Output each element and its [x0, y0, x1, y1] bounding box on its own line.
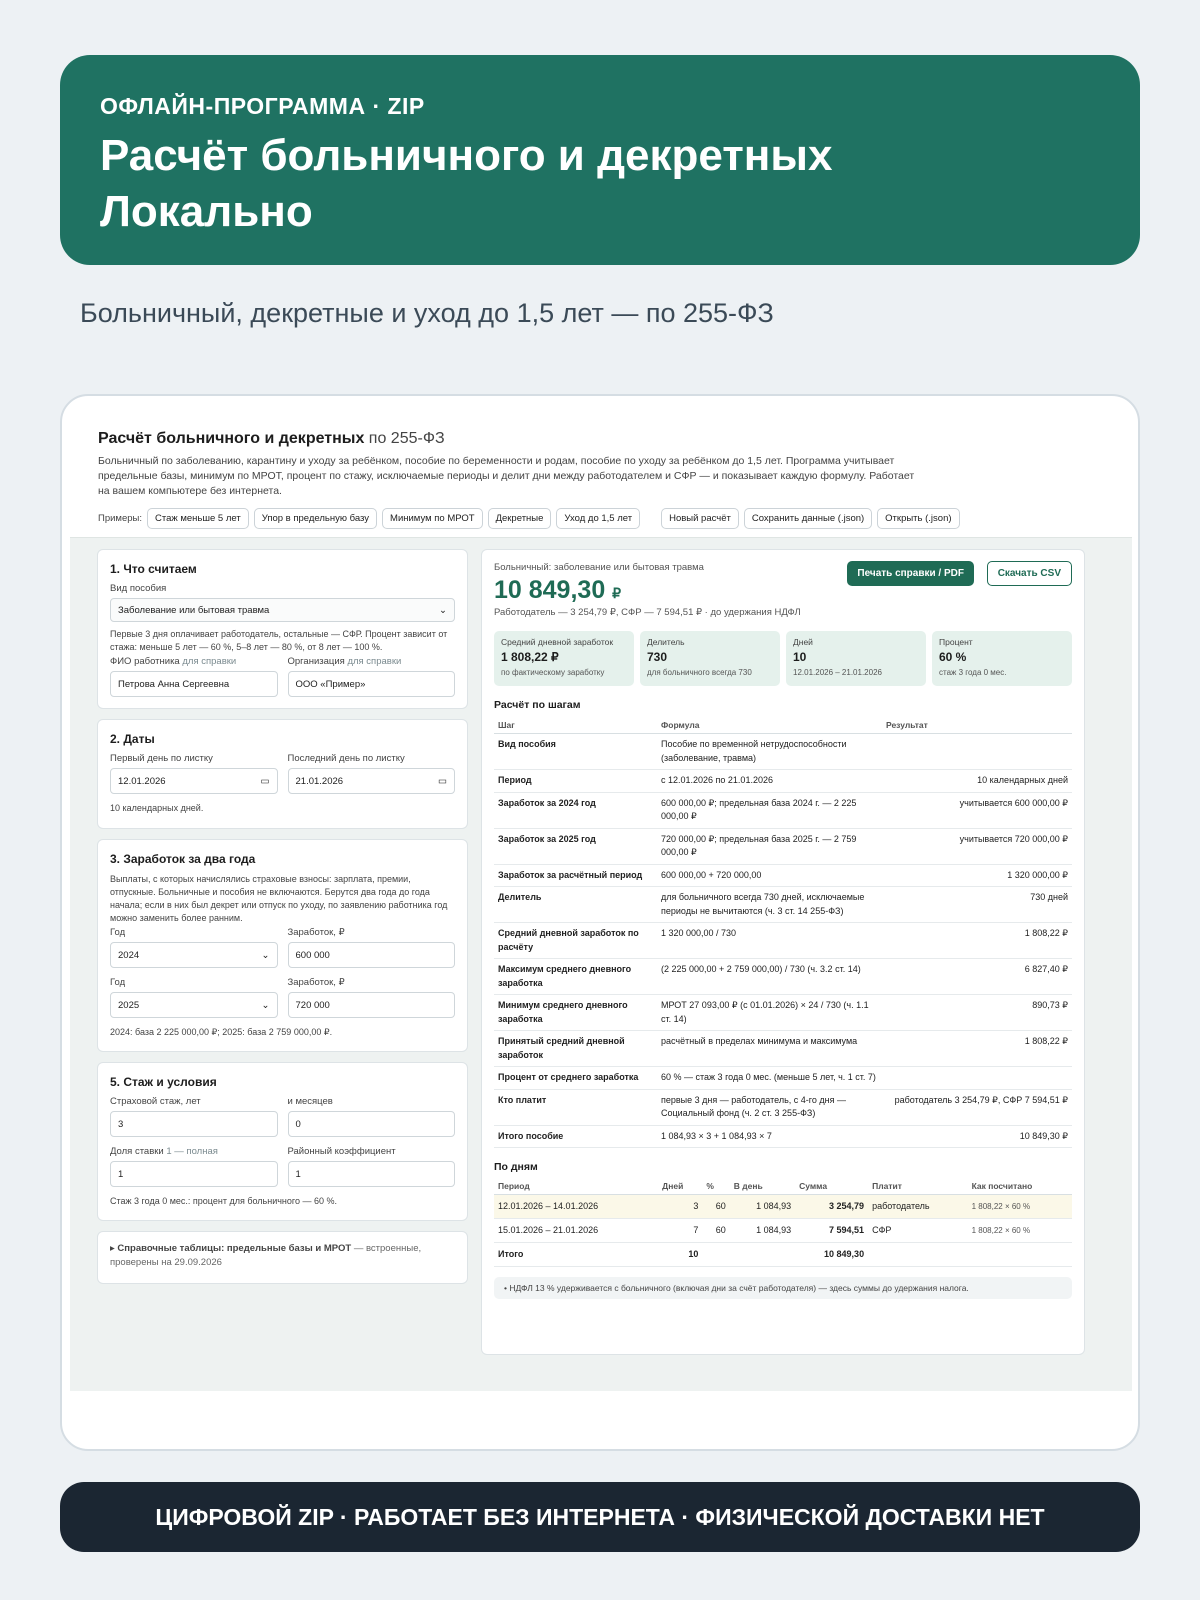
- new-calculation-button[interactable]: Новый расчёт: [661, 508, 739, 529]
- steps-header-result: Результат: [882, 711, 1072, 734]
- earnings-label: Заработок, ₽: [287, 927, 345, 938]
- day-row: [494, 1195, 1072, 1219]
- day-pct: 60: [702, 1219, 729, 1243]
- days-total-sum: 10 849,30: [795, 1243, 868, 1267]
- step-name: Итого пособие: [494, 1125, 657, 1148]
- fio-label: [110, 656, 278, 667]
- ndfl-note: • НДФЛ 13 % удерживается с больничного (включая дни за счёт работодателя) — здесь суммы до удержания налога.: [494, 1277, 1072, 1299]
- hero-title-line-2: Локально: [100, 187, 313, 236]
- stat-hint: для больничного всегда 730: [647, 668, 752, 677]
- examples-toolbar: [98, 508, 960, 529]
- stat-divisor: [640, 631, 780, 686]
- earnings-hint: Выплаты, с которых начислялись страховые взносы: зарплата, премии, отпускные. Больничные и пособия не включаются. Берутся два года до года начала; если в них был декрет или отпуск по уходу, по заявлению работника год можно заменить более ранним.: [110, 874, 448, 923]
- step-result: 890,73 ₽: [882, 995, 1072, 1031]
- app-screenshot-card: [60, 394, 1140, 1451]
- stat-avg-daily: [494, 631, 634, 686]
- year-label: Год: [110, 927, 126, 938]
- stat-value: 60 %: [939, 650, 967, 664]
- stat-hint: по фактическому заработку: [501, 668, 605, 677]
- day-how: 1 808,22 × 60 %: [968, 1195, 1072, 1219]
- section-dates: [97, 719, 468, 829]
- first-day-value: 12.01.2026: [118, 775, 166, 787]
- step-name: Средний дневной заработок по расчёту: [494, 923, 657, 959]
- result-panel: [481, 549, 1085, 1355]
- benefit-kind-value: Заболевание или бытовая травма: [118, 604, 270, 616]
- day-row: [494, 1219, 1072, 1243]
- step-formula: 720 000,00 ₽; предельная база 2025 г. — 2 759 000,00 ₽: [657, 828, 882, 864]
- earnings-label: Заработок, ₽: [287, 977, 345, 988]
- chevron-down-icon: ⌄: [261, 999, 270, 1011]
- benefit-kind-hint: Первые 3 дня оплачивает работодатель, остальные — СФР. Процент зависит от стажа: меньше 5 лет — 60 %, 5–8 лет — 80 %, от 8 лет — 100 %.: [110, 629, 448, 652]
- day-per-day: 1 084,93: [730, 1219, 795, 1243]
- section-benefit-type: [97, 549, 468, 709]
- section-title: 5. Стаж и условия: [110, 1075, 217, 1089]
- section-earnings: [97, 839, 468, 1052]
- reference-tables-rest: — встроенные, проверены на 29.09.2026: [110, 1243, 422, 1268]
- example-max-base-button[interactable]: Упор в предельную базу: [254, 508, 377, 529]
- app-title-suffix: по 255-ФЗ: [368, 430, 445, 447]
- hero-title: [100, 128, 1100, 240]
- first-day-label: Первый день по листку: [110, 753, 213, 764]
- day-payer: работодатель: [868, 1195, 968, 1219]
- step-name: Принятый средний дневной заработок: [494, 1031, 657, 1067]
- day-payer: СФР: [868, 1219, 968, 1243]
- step-name: Минимум среднего дневного заработка: [494, 995, 657, 1031]
- app-description: Больничный по заболеванию, карантину и уходу за ребёнком, пособие по беременности и родам, пособие по уходу за ребёнком до 1,5 лет. Программа учитывает предельные базы, минимум по МРОТ, процент по стажу, исключаемые периоды и делит дни между работодателем и СФР — и показывает каждую формулу. Работает на вашем компьютере без интернета.: [98, 455, 915, 497]
- day-days: 3: [658, 1195, 702, 1219]
- step-row: [494, 959, 1072, 995]
- days-total-empty: [730, 1243, 795, 1267]
- org-input[interactable]: ООО «Пример»: [288, 671, 456, 697]
- step-row: [494, 770, 1072, 793]
- steps-title: Расчёт по шагам: [494, 699, 581, 711]
- calendar-icon[interactable]: ▭: [438, 775, 447, 787]
- year-label: Год: [110, 977, 126, 988]
- step-formula: с 12.01.2026 по 21.01.2026: [657, 770, 882, 793]
- step-name: Заработок за расчётный период: [494, 864, 657, 887]
- step-formula: 1 320 000,00 / 730: [657, 923, 882, 959]
- step-row: [494, 828, 1072, 864]
- day-per-day: 1 084,93: [730, 1195, 795, 1219]
- step-row: [494, 734, 1072, 770]
- experience-months-input[interactable]: 0: [288, 1111, 456, 1137]
- steps-table: [494, 711, 1072, 1148]
- days-header-period: Период: [494, 1173, 658, 1195]
- reference-tables-toggle[interactable]: [97, 1231, 468, 1284]
- step-formula: для больничного всегда 730 дней, исключаемые периоды не вычитаются (ч. 3 ст. 14 255-ФЗ): [657, 887, 882, 923]
- open-json-button[interactable]: Открыть (.json): [877, 508, 959, 529]
- days-total-days: 10: [658, 1243, 702, 1267]
- step-row: [494, 995, 1072, 1031]
- step-name: Кто платит: [494, 1089, 657, 1125]
- steps-header-step: Шаг: [494, 711, 657, 734]
- stat-title: Дней: [793, 637, 813, 647]
- hero-title-line-1: Расчёт больничного и декретных: [100, 131, 833, 180]
- days-header-payer: Платит: [868, 1173, 968, 1195]
- stat-hint: стаж 3 года 0 мес.: [939, 668, 1007, 677]
- examples-label: Примеры:: [98, 513, 142, 524]
- org-label-hint: для справки: [347, 656, 402, 667]
- print-pdf-button[interactable]: Печать справки / PDF: [847, 561, 974, 586]
- step-name: Максимум среднего дневного заработка: [494, 959, 657, 995]
- fio-label-text: ФИО работника: [110, 656, 180, 667]
- stat-value: 730: [647, 650, 668, 664]
- dates-note: 10 календарных дней.: [110, 803, 204, 813]
- reference-tables-text: [110, 1242, 455, 1270]
- section-experience: [97, 1062, 468, 1221]
- stat-title: Делитель: [647, 637, 685, 647]
- step-row: [494, 1067, 1072, 1090]
- rate-label-text: Доля ставки: [110, 1146, 164, 1157]
- example-min-wage-button[interactable]: Минимум по МРОТ: [382, 508, 483, 529]
- day-how: 1 808,22 × 60 %: [968, 1219, 1072, 1243]
- days-total-empty: [968, 1243, 1072, 1267]
- step-name: Делитель: [494, 887, 657, 923]
- step-result: учитывается 720 000,00 ₽: [882, 828, 1072, 864]
- result-currency: ₽: [612, 585, 622, 601]
- year-2-value: 2025: [118, 999, 140, 1011]
- last-day-value: 21.01.2026: [295, 775, 344, 787]
- days-header-percent: %: [702, 1173, 729, 1195]
- download-csv-button[interactable]: Скачать CSV: [987, 561, 1072, 586]
- steps-header-formula: Формула: [657, 711, 882, 734]
- step-name: Процент от среднего заработка: [494, 1067, 657, 1090]
- day-sum: 7 594,51: [795, 1219, 868, 1243]
- experience-months-label: и месяцев: [287, 1096, 333, 1107]
- disclosure-triangle-icon: ▸: [110, 1243, 115, 1254]
- stat-value: 1 808,22 ₽: [501, 650, 559, 664]
- day-pct: 60: [702, 1195, 729, 1219]
- step-result: 1 320 000,00 ₽: [882, 864, 1072, 887]
- day-period: 15.01.2026 – 21.01.2026: [494, 1219, 658, 1243]
- chevron-down-icon: ⌄: [439, 604, 447, 616]
- result-kind: Больничный: заболевание или бытовая травма: [494, 562, 704, 573]
- result-total-value: 10 849,30: [494, 576, 606, 604]
- step-row: [494, 923, 1072, 959]
- step-result: учитывается 600 000,00 ₽: [882, 792, 1072, 828]
- section-title: 3. Заработок за два года: [110, 852, 256, 866]
- app-title: [98, 430, 445, 448]
- chevron-down-icon: ⌄: [261, 949, 270, 961]
- year-1-select[interactable]: [110, 942, 278, 968]
- days-total-empty: [868, 1243, 968, 1267]
- step-row: [494, 1031, 1072, 1067]
- org-label: [288, 656, 456, 667]
- save-json-button[interactable]: Сохранить данные (.json): [744, 508, 872, 529]
- benefit-kind-select[interactable]: [110, 598, 455, 622]
- days-total-row: [494, 1243, 1072, 1267]
- day-days: 7: [658, 1219, 702, 1243]
- step-result: работодатель 3 254,79 ₽, СФР 7 594,51 ₽: [882, 1089, 1072, 1125]
- result-total: [494, 576, 1072, 605]
- benefit-kind-label: Вид пособия: [110, 583, 167, 594]
- step-row: [494, 1089, 1072, 1125]
- earnings-1-input[interactable]: 600 000: [288, 942, 456, 968]
- step-formula: расчётный в пределах минимума и максимума: [657, 1031, 882, 1067]
- rate-input[interactable]: 1: [110, 1161, 278, 1187]
- year-2-select[interactable]: [110, 992, 278, 1018]
- stats-row: [494, 631, 1072, 686]
- day-sum: 3 254,79: [795, 1195, 868, 1219]
- step-result: [882, 1067, 1072, 1090]
- stat-hint: 12.01.2026 – 21.01.2026: [793, 668, 882, 677]
- days-title: По дням: [494, 1161, 538, 1173]
- reference-tables-title: Справочные таблицы: предельные базы и МРОТ: [117, 1243, 352, 1254]
- experience-years-input[interactable]: 3: [110, 1111, 278, 1137]
- step-formula: 600 000,00 ₽; предельная база 2024 г. — 2 225 000,00 ₽: [657, 792, 882, 828]
- step-formula: 1 084,93 × 3 + 1 084,93 × 7: [657, 1125, 882, 1148]
- page-subtitle: Больничный, декретные и уход до 1,5 лет — по 255-ФЗ: [80, 298, 774, 328]
- ndfl-note-text: НДФЛ 13 % удерживается с больничного (включая дни за счёт работодателя) — здесь суммы до удержания налога.: [509, 1283, 969, 1293]
- step-result: [882, 734, 1072, 770]
- step-name: Заработок за 2024 год: [494, 792, 657, 828]
- experience-years-label: Страховой стаж, лет: [110, 1096, 201, 1107]
- step-result: 10 календарных дней: [882, 770, 1072, 793]
- step-formula: 60 % — стаж 3 года 0 мес. (меньше 5 лет, ч. 1 ст. 7): [657, 1067, 882, 1090]
- days-table: [494, 1173, 1072, 1267]
- stat-percent: [932, 631, 1072, 686]
- step-formula: первые 3 дня — работодатель, с 4-го дня — Социальный фонд (ч. 2 ст. 3 255-ФЗ): [657, 1089, 882, 1125]
- example-short-experience-button[interactable]: Стаж меньше 5 лет: [147, 508, 249, 529]
- example-childcare-button[interactable]: Уход до 1,5 лет: [556, 508, 640, 529]
- fio-input[interactable]: Петрова Анна Сергеевна: [110, 671, 278, 697]
- days-total-label: Итого: [494, 1243, 658, 1267]
- step-result: 10 849,30 ₽: [882, 1125, 1072, 1148]
- section-title: 2. Даты: [110, 732, 155, 746]
- section-title: 1. Что считаем: [110, 562, 197, 576]
- last-day-input[interactable]: [288, 768, 456, 794]
- org-label-text: Организация: [287, 656, 345, 667]
- step-formula: Пособие по временной нетрудоспособности (заболевание, травма): [657, 734, 882, 770]
- step-formula: (2 225 000,00 + 2 759 000,00) / 730 (ч. 3.2 ст. 14): [657, 959, 882, 995]
- step-result: 1 808,22 ₽: [882, 923, 1072, 959]
- step-formula: 600 000,00 + 720 000,00: [657, 864, 882, 887]
- earnings-2-input[interactable]: 720 000: [288, 992, 456, 1018]
- year-1-value: 2024: [118, 949, 140, 961]
- rate-label: [110, 1146, 278, 1157]
- days-header-per-day: В день: [730, 1173, 795, 1195]
- step-row: [494, 1125, 1072, 1148]
- days-header-days: Дней: [658, 1173, 702, 1195]
- earnings-note: 2024: база 2 225 000,00 ₽; 2025: база 2 759 000,00 ₽.: [110, 1027, 333, 1037]
- step-result: 6 827,40 ₽: [882, 959, 1072, 995]
- result-split: Работодатель — 3 254,79 ₽, СФР — 7 594,51 ₽ · до удержания НДФЛ: [494, 607, 801, 618]
- fio-label-hint: для справки: [182, 656, 237, 667]
- first-day-input[interactable]: [110, 768, 278, 794]
- step-result: 730 дней: [882, 887, 1072, 923]
- calendar-icon[interactable]: ▭: [260, 775, 270, 787]
- hero-kicker: ОФЛАЙН-ПРОГРАММА · ZIP: [100, 93, 425, 119]
- experience-note: Стаж 3 года 0 мес.: процент для больничного — 60 %.: [110, 1196, 337, 1206]
- stat-title: Процент: [939, 637, 973, 647]
- rate-label-hint: 1 — полная: [166, 1146, 218, 1157]
- step-name: Период: [494, 770, 657, 793]
- step-row: [494, 887, 1072, 923]
- step-row: [494, 792, 1072, 828]
- workspace: [70, 537, 1132, 1391]
- step-result: 1 808,22 ₽: [882, 1031, 1072, 1067]
- stat-value: 10: [793, 650, 807, 664]
- app-title-main: Расчёт больничного и декретных: [98, 430, 365, 447]
- step-name: Вид пособия: [494, 734, 657, 770]
- example-maternity-button[interactable]: Декретные: [488, 508, 552, 529]
- days-total-empty: [702, 1243, 729, 1267]
- stat-title: Средний дневной заработок: [501, 637, 614, 647]
- hero-banner: [60, 55, 1140, 265]
- days-header-sum: Сумма: [795, 1173, 868, 1195]
- regional-coef-label: Районный коэффициент: [287, 1146, 396, 1157]
- last-day-label: Последний день по листку: [287, 753, 405, 764]
- step-name: Заработок за 2025 год: [494, 828, 657, 864]
- footer-banner: ЦИФРОВОЙ ZIP · РАБОТАЕТ БЕЗ ИНТЕРНЕТА · ФИЗИЧЕСКОЙ ДОСТАВКИ НЕТ: [60, 1482, 1140, 1552]
- day-period: 12.01.2026 – 14.01.2026: [494, 1195, 658, 1219]
- regional-coef-input[interactable]: 1: [288, 1161, 456, 1187]
- stat-days: [786, 631, 926, 686]
- step-row: [494, 864, 1072, 887]
- step-formula: МРОТ 27 093,00 ₽ (с 01.01.2026) × 24 / 730 (ч. 1.1 ст. 14): [657, 995, 882, 1031]
- days-header-how: Как посчитано: [968, 1173, 1072, 1195]
